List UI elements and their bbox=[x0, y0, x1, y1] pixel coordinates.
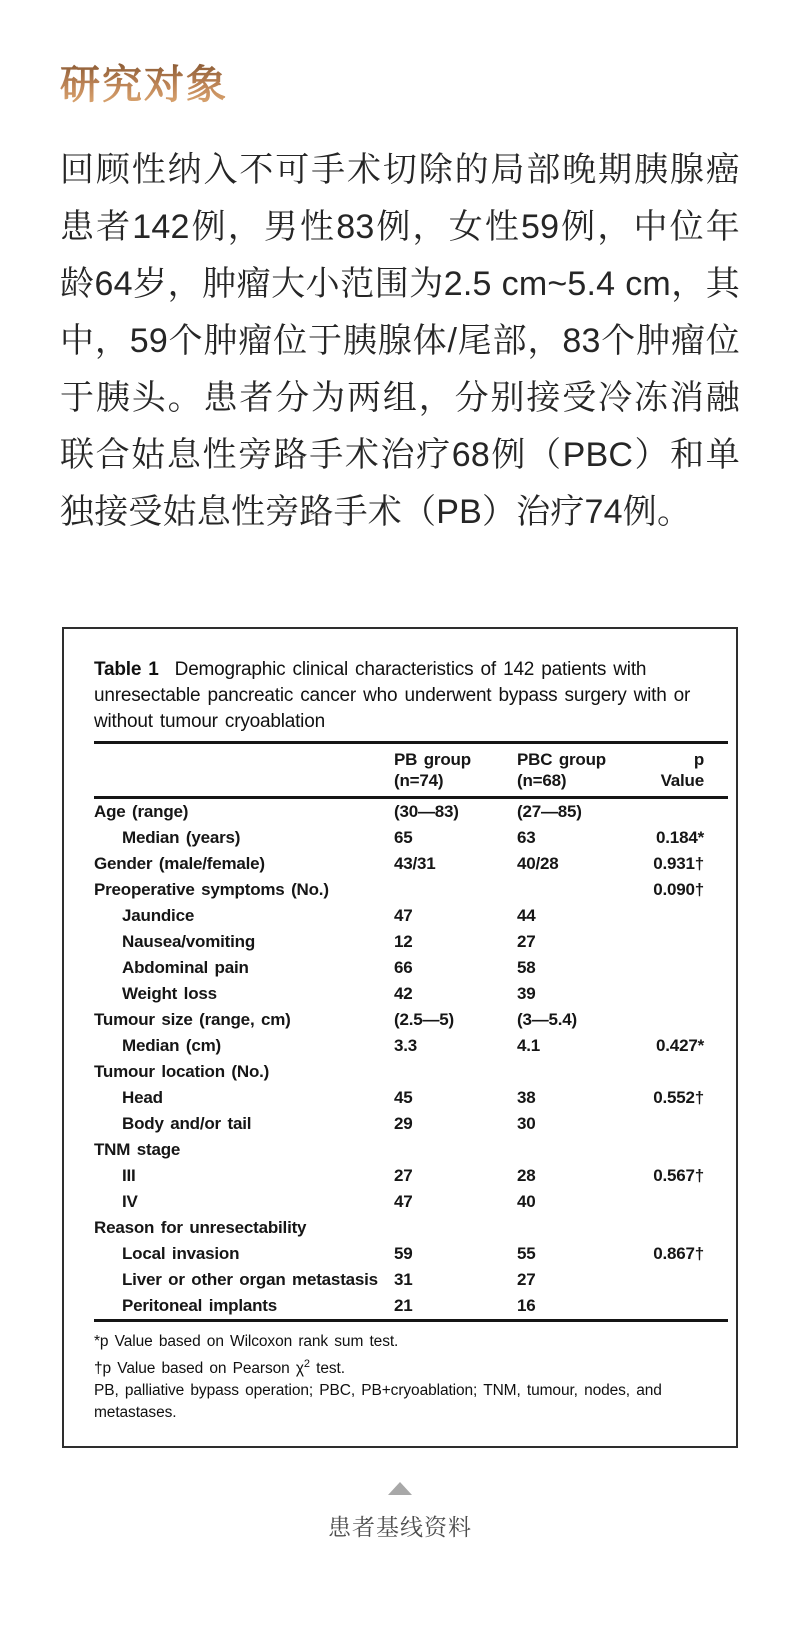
table-row bbox=[94, 1189, 728, 1215]
p-value: 0.931† bbox=[653, 854, 704, 873]
pbc-value: 28 bbox=[517, 1166, 536, 1185]
p-value bbox=[647, 1111, 728, 1137]
table-row bbox=[94, 1059, 728, 1085]
p-value bbox=[647, 929, 728, 955]
table-footnotes bbox=[94, 1331, 728, 1424]
table-row bbox=[94, 981, 728, 1007]
p-value bbox=[647, 1215, 728, 1241]
header-pbc-line1: PBC group bbox=[517, 750, 606, 769]
p-value bbox=[647, 955, 728, 981]
row-label: Local invasion bbox=[122, 1244, 240, 1263]
p-value: 0.867† bbox=[653, 1244, 704, 1263]
p-value: 0.427* bbox=[656, 1036, 704, 1055]
row-label: Peritoneal implants bbox=[122, 1296, 278, 1315]
p-value bbox=[647, 1007, 728, 1033]
pb-value: 66 bbox=[394, 958, 413, 977]
p-value bbox=[647, 1137, 728, 1163]
section-heading: 研究对象 bbox=[60, 62, 740, 108]
pb-value: 65 bbox=[394, 828, 413, 847]
chi-superscript: 2 bbox=[303, 1358, 310, 1370]
pb-value: 3.3 bbox=[394, 1036, 418, 1055]
table-row bbox=[94, 1293, 728, 1319]
header-pb-group bbox=[394, 749, 517, 791]
pbc-value bbox=[517, 1059, 647, 1085]
pb-value bbox=[394, 1137, 517, 1163]
pb-value: 42 bbox=[394, 984, 413, 1003]
table-row bbox=[94, 1033, 728, 1059]
section-footer-label[interactable]: 患者基线资料 bbox=[328, 1514, 472, 1541]
header-pbc-line2: (n=68) bbox=[517, 771, 567, 790]
pb-value: (2.5—5) bbox=[394, 1010, 455, 1029]
row-label: Median (cm) bbox=[122, 1036, 221, 1055]
table-row bbox=[94, 825, 728, 851]
p-value: 0.552† bbox=[653, 1088, 704, 1107]
pbc-value bbox=[517, 877, 647, 903]
footnote-abbreviations: PB, palliative bypass operation; PBC, PB+cryoablation; TNM, tumour, nodes, and metastases. bbox=[94, 1382, 662, 1422]
pb-value: (30—83) bbox=[394, 802, 459, 821]
row-label: III bbox=[122, 1166, 136, 1185]
p-value: 0.184* bbox=[656, 828, 704, 847]
pbc-value: 30 bbox=[517, 1114, 536, 1133]
p-value bbox=[647, 981, 728, 1007]
pbc-value: 55 bbox=[517, 1244, 536, 1263]
table-row bbox=[94, 955, 728, 981]
table-header bbox=[94, 744, 728, 796]
table-row bbox=[94, 1007, 728, 1033]
pb-value: 27 bbox=[394, 1166, 413, 1185]
table-title bbox=[94, 657, 728, 735]
p-value bbox=[647, 1059, 728, 1085]
pb-value: 45 bbox=[394, 1088, 413, 1107]
pb-value: 21 bbox=[394, 1296, 413, 1315]
collapse-up-arrow-icon[interactable] bbox=[388, 1482, 412, 1495]
pbc-value: 38 bbox=[517, 1088, 536, 1107]
pbc-value: 44 bbox=[517, 906, 536, 925]
pb-value: 59 bbox=[394, 1244, 413, 1263]
row-label: Jaundice bbox=[122, 906, 195, 925]
pbc-value: 40 bbox=[517, 1192, 536, 1211]
table-rule-bottom bbox=[94, 1319, 728, 1322]
p-value: 0.090† bbox=[653, 880, 704, 899]
pb-value: 47 bbox=[394, 1192, 413, 1211]
pbc-value: 63 bbox=[517, 828, 536, 847]
header-empty-cell bbox=[94, 749, 394, 791]
p-value bbox=[647, 903, 728, 929]
table-caption: Demographic clinical characteristics of 142 patients with unresectable pancreatic cancer who underwent bypass surgery with or without tumour cryoablation bbox=[94, 659, 691, 732]
row-label: Age (range) bbox=[94, 802, 189, 821]
row-label: Body and/or tail bbox=[122, 1114, 252, 1133]
row-label: TNM stage bbox=[94, 1140, 181, 1159]
pb-value: 31 bbox=[394, 1270, 413, 1289]
header-pb-line2: (n=74) bbox=[394, 771, 444, 790]
row-label: Weight loss bbox=[122, 984, 217, 1003]
table-body bbox=[94, 799, 728, 1319]
row-label: Tumour location (No.) bbox=[94, 1062, 270, 1081]
row-label: Gender (male/female) bbox=[94, 854, 265, 873]
pbc-value: 27 bbox=[517, 1270, 536, 1289]
p-value bbox=[647, 1267, 728, 1293]
chi-symbol: χ bbox=[295, 1360, 304, 1378]
pbc-value bbox=[517, 1215, 647, 1241]
table-row bbox=[94, 1085, 728, 1111]
table1-figure bbox=[62, 627, 738, 1448]
pbc-value: 58 bbox=[517, 958, 536, 977]
row-label: Tumour size (range, cm) bbox=[94, 1010, 291, 1029]
p-value bbox=[647, 1189, 728, 1215]
intro-paragraph: 回顾性纳入不可手术切除的局部晚期胰腺癌患者142例，男性83例，女性59例，中位年龄64岁，肿瘤大小范围为2.5 cm~5.4 cm，其中，59个肿瘤位于胰腺体/尾部，83个肿瘤位于胰头。患者分为两组，分别接受冷冻消融联合姑息性旁路手术治疗68例（PBC）和单独接受姑息性旁路手术（PB）治疗74例。 bbox=[60, 151, 740, 531]
header-p-value: p Value bbox=[660, 750, 704, 790]
p-value bbox=[647, 799, 728, 825]
pb-value: 29 bbox=[394, 1114, 413, 1133]
pb-value: 12 bbox=[394, 932, 413, 951]
p-value: 0.567† bbox=[653, 1166, 704, 1185]
table-row bbox=[94, 1163, 728, 1189]
row-label: IV bbox=[122, 1192, 138, 1211]
pb-value: 47 bbox=[394, 906, 413, 925]
footnote-wilcoxon: *p Value based on Wilcoxon rank sum test. bbox=[94, 1333, 399, 1350]
table-row bbox=[94, 1267, 728, 1293]
pbc-value: 40/28 bbox=[517, 854, 559, 873]
header-pbc-group bbox=[517, 749, 647, 791]
p-value bbox=[647, 1293, 728, 1319]
row-label: Abdominal pain bbox=[122, 958, 249, 977]
table-row bbox=[94, 851, 728, 877]
table-row bbox=[94, 799, 728, 825]
row-label: Reason for unresectability bbox=[94, 1218, 307, 1237]
section-collapse-control bbox=[60, 1482, 740, 1576]
table-row bbox=[94, 1215, 728, 1241]
pbc-value: 39 bbox=[517, 984, 536, 1003]
pbc-value: (3—5.4) bbox=[517, 1010, 578, 1029]
pbc-value: 4.1 bbox=[517, 1036, 541, 1055]
table-row bbox=[94, 929, 728, 955]
table-row bbox=[94, 877, 728, 903]
table-row bbox=[94, 903, 728, 929]
row-label: Nausea/vomiting bbox=[122, 932, 256, 951]
pb-value bbox=[394, 1215, 517, 1241]
table-number-label: Table 1 bbox=[94, 659, 159, 680]
table-row bbox=[94, 1137, 728, 1163]
pb-value: 43/31 bbox=[394, 854, 436, 873]
row-label: Head bbox=[122, 1088, 163, 1107]
article-page bbox=[0, 62, 800, 1576]
pb-value bbox=[394, 1059, 517, 1085]
pbc-value: 16 bbox=[517, 1296, 536, 1315]
pb-value bbox=[394, 877, 517, 903]
row-label: Liver or other organ metastasis bbox=[122, 1270, 378, 1289]
pbc-value: 27 bbox=[517, 932, 536, 951]
table-row bbox=[94, 1241, 728, 1267]
row-label: Median (years) bbox=[122, 828, 241, 847]
pbc-value: (27—85) bbox=[517, 802, 582, 821]
pbc-value bbox=[517, 1137, 647, 1163]
header-pb-line1: PB group bbox=[394, 750, 471, 769]
footnote-pearson: †p Value based on Pearson $\chi^2$ test. bbox=[94, 1358, 345, 1378]
row-label: Preoperative symptoms (No.) bbox=[94, 880, 329, 899]
table-row bbox=[94, 1111, 728, 1137]
